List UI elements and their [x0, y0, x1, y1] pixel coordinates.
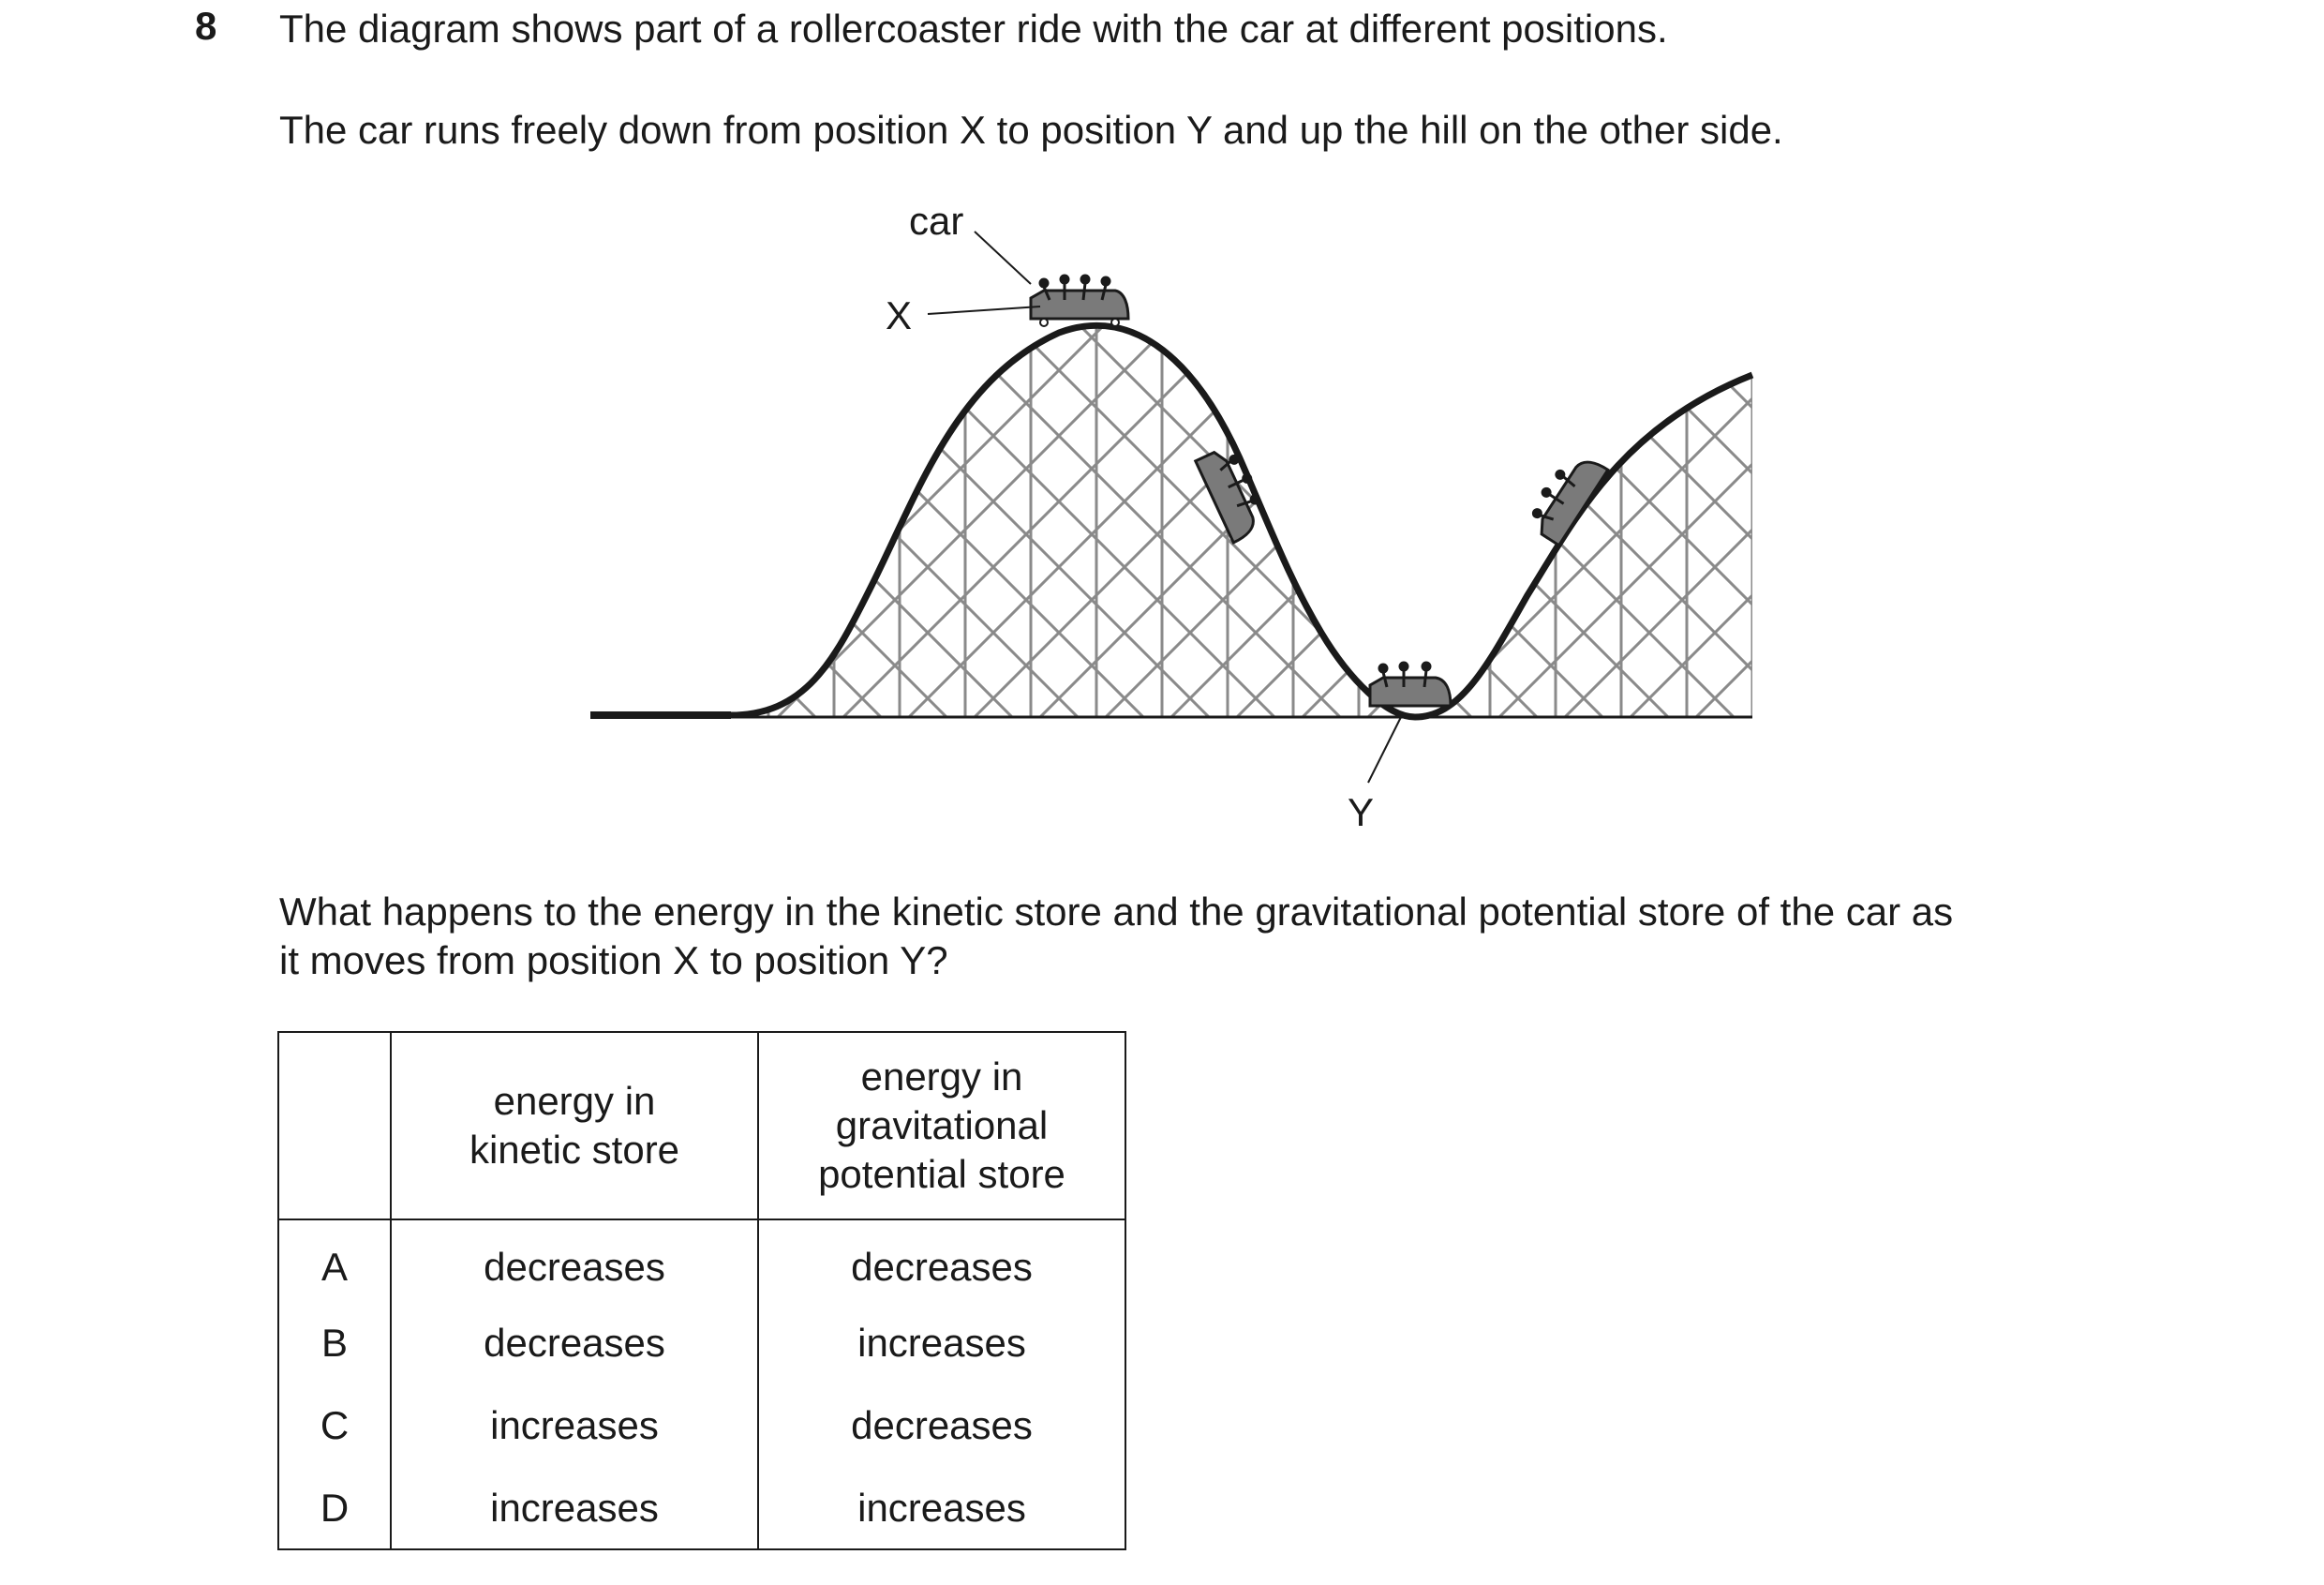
header-blank-cell [278, 1032, 391, 1219]
label-x: X [886, 293, 913, 337]
label-y: Y [1348, 790, 1375, 834]
header-gpe-line-3: potential store [818, 1152, 1065, 1196]
option-letter: C [278, 1384, 391, 1467]
header-kinetic-line-2: kinetic store [469, 1128, 680, 1172]
question-context-line: The car runs freely down from position X to position Y and up the hill on the other side. [279, 108, 1783, 152]
answer-table [277, 1031, 1126, 1550]
gpe-value: decreases [758, 1219, 1125, 1302]
answer-table-header [278, 1032, 1125, 1219]
kinetic-value: increases [391, 1467, 758, 1549]
option-letter: B [278, 1302, 391, 1384]
header-gpe-line-2: gravitational [835, 1103, 1049, 1147]
header-gpe-line-1: energy in [860, 1054, 1023, 1099]
question-prompt-line-2: it moves from position X to position Y? [279, 938, 948, 982]
gpe-value: decreases [758, 1384, 1125, 1467]
table-row[interactable] [278, 1384, 1125, 1467]
table-row[interactable] [278, 1219, 1125, 1302]
header-gpe [758, 1032, 1125, 1219]
table-row[interactable] [278, 1302, 1125, 1384]
x-leader-line [928, 307, 1040, 314]
table-row[interactable] [278, 1467, 1125, 1549]
gpe-value: increases [758, 1467, 1125, 1549]
gpe-value: increases [758, 1302, 1125, 1384]
option-letter: D [278, 1467, 391, 1549]
label-car: car [909, 199, 964, 243]
question-number: 8 [195, 4, 217, 48]
kinetic-value: decreases [391, 1219, 758, 1302]
question-prompt-line-1: What happens to the energy in the kinetic store and the gravitational potential store of the car as [279, 890, 1954, 934]
support-lattice [562, 286, 1780, 717]
car-at-y [1370, 663, 1451, 706]
header-kinetic [391, 1032, 758, 1219]
kinetic-value: increases [391, 1384, 758, 1467]
header-kinetic-line-1: energy in [493, 1079, 656, 1123]
car-at-x [1031, 276, 1128, 326]
rollercoaster-diagram [562, 192, 1780, 848]
y-leader-line [1368, 717, 1401, 783]
car-on-descent [1196, 442, 1273, 542]
option-letter: A [278, 1219, 391, 1302]
car-leader-line [975, 232, 1031, 284]
question-intro-line: The diagram shows part of a rollercoaster ride with the car at different positions. [279, 7, 1668, 51]
kinetic-value: decreases [391, 1302, 758, 1384]
